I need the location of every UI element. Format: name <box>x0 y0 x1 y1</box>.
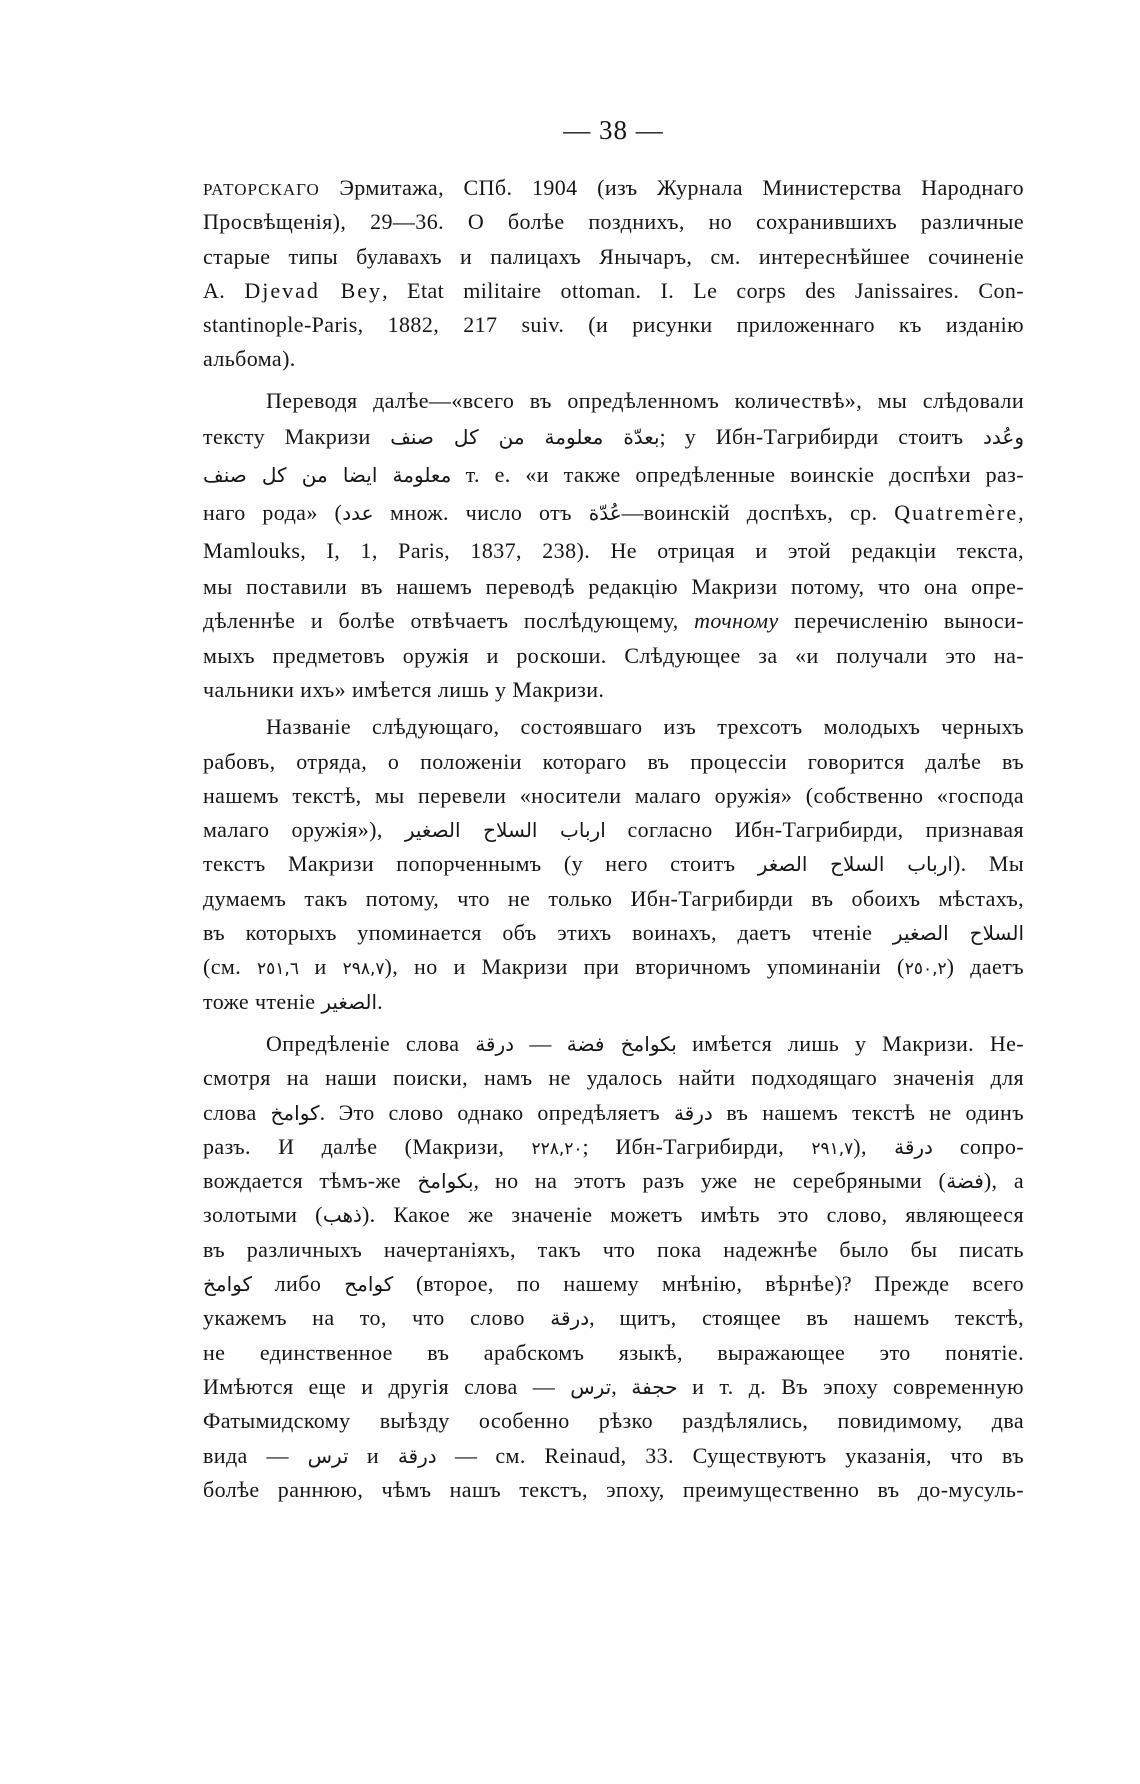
text-segment: сопро- <box>932 1133 1025 1159</box>
arabic-text: بكوامخ فضة <box>566 1031 677 1056</box>
text-segment: Имѣются еще и другія слова — <box>203 1373 571 1399</box>
text-segment: , <box>1018 500 1025 526</box>
body-text <box>203 171 1024 1507</box>
text-segment: тоже чтеніе <box>203 988 322 1014</box>
text-segment: ), но и Макризи при вторичномъ упоминаніи ( <box>384 954 905 980</box>
arabic-text: كوامح <box>344 1272 394 1297</box>
text-segment: Опредѣленіе слова <box>266 1030 476 1056</box>
text-segment: въ которыхъ упоминается объ этихъ воинахъ, даетъ чтеніе <box>203 920 893 946</box>
arabic-text: الصغير <box>321 989 378 1014</box>
text-segment: слова <box>203 1099 271 1125</box>
text-segment: чальники ихъ» имѣется лишь у Макризи. <box>203 676 605 702</box>
text-line <box>203 205 1024 239</box>
text-segment: либо <box>252 1271 345 1297</box>
text-line <box>203 456 1024 494</box>
text-segment: ; у Ибн-Тагрибирди стоитъ <box>659 424 984 450</box>
arabic-text: عُدّة <box>588 501 622 526</box>
text-line <box>203 384 1024 418</box>
arabic-text: درقة <box>475 1031 515 1056</box>
text-segment: Названіе слѣдующаго, состоявшаго изъ трехсотъ молодыхъ черныхъ <box>266 714 1024 740</box>
text-segment: въ нашемъ текстѣ не одинъ <box>712 1099 1024 1125</box>
paragraph <box>203 384 1024 707</box>
text-segment: малаго оружія»), <box>203 817 405 843</box>
page-number: — 38 — <box>563 115 664 145</box>
arabic-text: معلومة ايضا من كل صنف <box>203 463 452 488</box>
text-segment: Mamlouks, I, 1, Paris, 1837, 238). Не отрицая и этой редакціи текста, <box>203 538 1024 564</box>
text-segment: Переводя далѣе—«всего въ опредѣленномъ количествѣ», мы слѣдовали <box>266 387 1024 413</box>
text-segment: ), а <box>983 1168 1024 1194</box>
text-segment: рабовъ, отряда, о положеніи котораго въ процессіи говорится далѣе въ <box>203 748 1024 774</box>
text-segment: и <box>348 1442 398 1468</box>
text-segment: ), <box>853 1133 895 1159</box>
text-segment: нашемъ текстѣ, мы перевели «носители малаго оружія» (собственно «господа <box>203 782 1024 808</box>
text-line <box>203 779 1024 813</box>
arabic-text: وعُدد <box>983 425 1025 450</box>
paragraph <box>203 1027 1024 1507</box>
text-line <box>203 570 1024 604</box>
text-line <box>203 1027 1024 1061</box>
text-line <box>203 745 1024 779</box>
text-segment: дѣленнѣе и болѣе отвѣчаетъ послѣдующему, <box>203 608 695 634</box>
text-segment: , Etat militaire ottoman. I. Le corps des Janissaires. Con- <box>382 277 1025 303</box>
text-segment: мыхъ предметовъ оружія и роскоши. Слѣдующее за «и получали это на- <box>203 642 1024 668</box>
text-segment: Эрмитажа, СПб. 1904 (изъ Журнала Министерства Народнаго <box>319 175 1024 200</box>
text-segment: наго рода» ( <box>203 500 343 526</box>
arabic-text: حجفة <box>631 1374 678 1399</box>
text-line <box>203 418 1024 456</box>
paragraph <box>203 710 1024 1019</box>
small-caps-text: РАТОРСКАГО <box>203 180 320 199</box>
text-line <box>203 1096 1024 1130</box>
arabic-text: فضة <box>946 1169 984 1194</box>
text-line <box>203 1198 1024 1232</box>
text-line <box>203 342 1024 376</box>
text-segment: мы поставили въ нашемъ переводѣ редакцію Макризи потому, что она опре- <box>203 574 1024 600</box>
text-segment: вождается тѣмъ-же <box>203 1168 418 1194</box>
text-segment: . <box>377 988 383 1014</box>
text-line <box>203 1439 1024 1473</box>
text-line <box>203 171 1024 205</box>
text-segment: укажемъ на то, что слово <box>203 1305 551 1331</box>
arabic-text: ارباب السلاح الصغير <box>404 818 606 843</box>
text-line <box>203 639 1024 673</box>
text-segment: ). Мы <box>952 851 1024 877</box>
text-segment: . Это слово однако опредѣляетъ <box>319 1099 674 1125</box>
text-segment: въ различныхъ начертаніяхъ, такъ что пока надежнѣе было бы писать <box>203 1236 1024 1262</box>
arabic-text: ارباب السلاح الصغر <box>757 852 953 877</box>
text-segment: — <box>514 1030 567 1056</box>
arabic-text: ذهب <box>322 1203 362 1228</box>
text-line <box>203 494 1024 532</box>
text-segment: и <box>298 954 343 980</box>
spaced-text: Quatremère <box>894 500 1019 526</box>
text-line <box>203 532 1024 570</box>
arabic-text: ترس <box>570 1374 612 1399</box>
text-line <box>203 813 1024 847</box>
text-segment: (см. <box>203 954 258 980</box>
arabic-numeral: ٢٥١,٦ <box>257 959 299 980</box>
arabic-text: بعدّة معلومة من كل صنف <box>390 425 660 450</box>
spaced-text: Djevad Bey <box>244 277 383 303</box>
text-segment: не единственное въ арабскомъ языкѣ, выражающее это понятіе. <box>203 1339 1024 1365</box>
text-line <box>203 673 1024 707</box>
arabic-text: درقة <box>894 1134 933 1159</box>
text-segment: текстъ Макризи попорченнымъ (у него стоитъ <box>203 851 758 877</box>
text-segment: (второе, по нашему мнѣнію, вѣрнѣе)? Прежде всего <box>393 1271 1024 1297</box>
text-line <box>203 950 1024 984</box>
arabic-text: بكوامخ <box>417 1169 474 1194</box>
text-segment: Просвѣщенія), 29—36. О болѣе позднихъ, но сохранившихъ различные <box>203 209 1024 235</box>
text-line <box>203 1267 1024 1301</box>
text-segment: альбома). <box>203 346 296 372</box>
arabic-text: السلاح الصغير <box>892 921 1024 946</box>
arabic-numeral: ٢٩١,٧ <box>811 1138 854 1159</box>
text-line <box>203 710 1024 744</box>
text-line <box>203 916 1024 950</box>
text-line <box>203 1233 1024 1267</box>
emphasis-text: точному <box>694 608 779 634</box>
paragraph <box>203 171 1024 377</box>
arabic-text: درقة <box>397 1443 437 1468</box>
text-segment: — см. Reinaud, 33. Существуютъ указанія, что въ <box>436 1442 1025 1468</box>
text-line <box>203 1404 1024 1438</box>
text-segment: золотыми ( <box>203 1202 323 1228</box>
arabic-text: كوامخ <box>203 1272 253 1297</box>
text-segment: ) даетъ <box>946 954 1025 980</box>
text-line <box>203 985 1024 1019</box>
text-segment: тексту Макризи <box>203 424 391 450</box>
text-line <box>203 1473 1024 1507</box>
text-line <box>203 1301 1024 1335</box>
text-line <box>203 604 1024 638</box>
text-line <box>203 1370 1024 1404</box>
text-segment: вида — <box>203 1442 308 1468</box>
text-segment: , но на этотъ разъ уже не серебряными ( <box>473 1168 947 1194</box>
text-segment: смотря на наши поиски, намъ не удалось найти подходящаго значенія для <box>203 1065 1024 1091</box>
text-line <box>203 882 1024 916</box>
text-segment: —воинскій доспѣхъ, ср. <box>621 500 895 526</box>
text-line <box>203 1061 1024 1095</box>
text-segment: согласно Ибн-Тагрибирди, признавая <box>605 817 1024 843</box>
text-segment: старые типы булавахъ и палицахъ Янычаръ, см. интереснѣйшее сочиненіе <box>203 243 1024 269</box>
arabic-numeral: ٢٢٨,٢٠ <box>531 1138 583 1159</box>
text-line <box>203 240 1024 274</box>
text-segment: , щитъ, стоящее въ нашемъ текстѣ, <box>589 1305 1024 1331</box>
text-segment: т. е. «и также опредѣленные воинскіе доспѣхи раз- <box>451 462 1024 488</box>
text-segment: перечисленію выноси- <box>778 608 1024 634</box>
text-line <box>203 274 1024 308</box>
arabic-text: كوامخ <box>270 1100 320 1125</box>
text-segment: и т. д. Въ эпоху современную <box>677 1373 1025 1399</box>
text-line <box>203 847 1024 881</box>
arabic-text: ترس <box>307 1443 349 1468</box>
text-line <box>203 1130 1024 1164</box>
arabic-numeral: ٢٩٨,٧ <box>342 959 385 980</box>
arabic-text: درقة <box>550 1306 590 1331</box>
text-line <box>203 1164 1024 1198</box>
text-segment: Фатымидскому выѣзду особенно рѣзко раздѣлялись, повидимому, два <box>203 1408 1024 1434</box>
text-segment: ). Какое же значеніе можетъ имѣть это слово, являющееся <box>361 1202 1024 1228</box>
text-segment: разъ. И далѣе (Макризи, <box>203 1133 532 1159</box>
text-segment: имѣется лишь у Макризи. Не- <box>676 1030 1024 1056</box>
text-line <box>203 1336 1024 1370</box>
text-segment: A. <box>203 277 245 303</box>
text-line <box>203 308 1024 342</box>
arabic-text: درقة <box>673 1100 713 1125</box>
text-segment: множ. число отъ <box>373 500 589 526</box>
text-segment: ; Ибн-Тагрибирди, <box>582 1133 812 1159</box>
text-segment: stantinople-Paris, 1882, 217 suiv. (и рисунки приложеннаго къ изданію <box>203 312 1024 338</box>
arabic-numeral: ٢٥٠,٢ <box>904 959 947 980</box>
arabic-text: عدد <box>342 501 374 526</box>
text-segment: думаемъ такъ потому, что не только Ибн-Тагрибирди въ обоихъ мѣстахъ, <box>203 885 1024 911</box>
text-segment: болѣе раннюю, чѣмъ нашъ текстъ, эпоху, преимущественно въ до-мусуль- <box>203 1476 1024 1502</box>
text-segment: , <box>611 1373 632 1399</box>
